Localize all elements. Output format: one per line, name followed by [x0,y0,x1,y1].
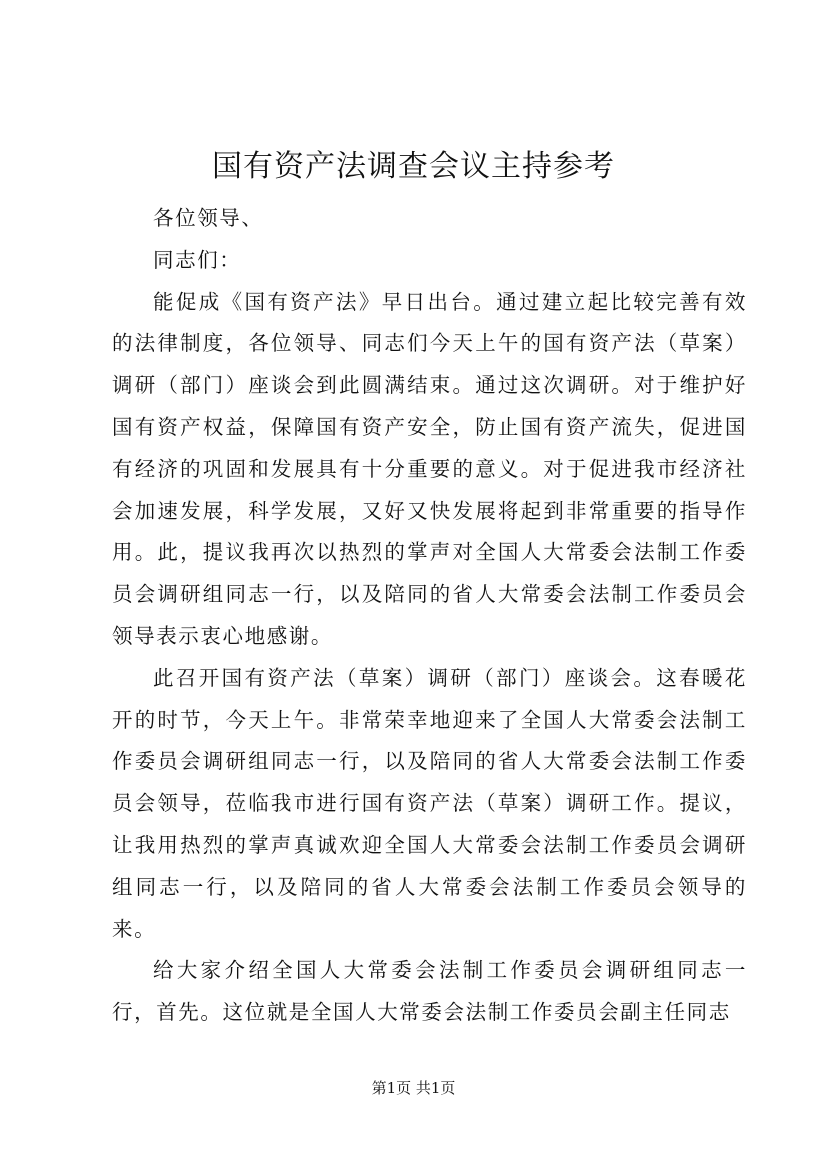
page-number-footer: 第1页 共1页 [371,1079,456,1097]
document-title: 国有资产法调查会议主持参考 [212,149,615,184]
document-body [112,198,747,1034]
body-paragraph: 此召开国有资产法（草案）调研（部门）座谈会。这春暖花开的时节，今天上午。非常荣幸地迎来了全国人大常委会法制工作委员会调研组同志一行，以及陪同的省人大常委会法制工作委员会领导，莅临我市进行国有资产法（草案）调研工作。提议，让我用热烈的掌声真诚欢迎全国人大常委会法制工作委员会调研组同志一行，以及陪同的省人大常委会法制工作委员会领导的来。 [112,665,747,941]
body-paragraph: 给大家介绍全国人大常委会法制工作委员会调研组同志一行，首先。这位就是全国人大常委会法制工作委员会副主任同志 [112,958,747,1025]
body-paragraph: 能促成《国有资产法》早日出台。通过建立起比较完善有效的法律制度，各位领导、同志们今天上午的国有资产法（草案）调研（部门）座谈会到此圆满结束。通过这次调研。对于维护好国有资产权益，保障国有资产安全，防止国有资产流失，促进国有经济的巩固和发展具有十分重要的意义。对于促进我市经济社会加速发展，科学发展，又好又快发展将起到非常重要的指导作用。此，提议我再次以热烈的掌声对全国人大常委会法制工作委员会调研组同志一行，以及陪同的省人大常委会法制工作委员会领导表示衷心地感谢。 [112,289,747,648]
salutation-line: 各位领导、 [153,206,264,230]
salutation-line: 同志们： [153,247,242,272]
